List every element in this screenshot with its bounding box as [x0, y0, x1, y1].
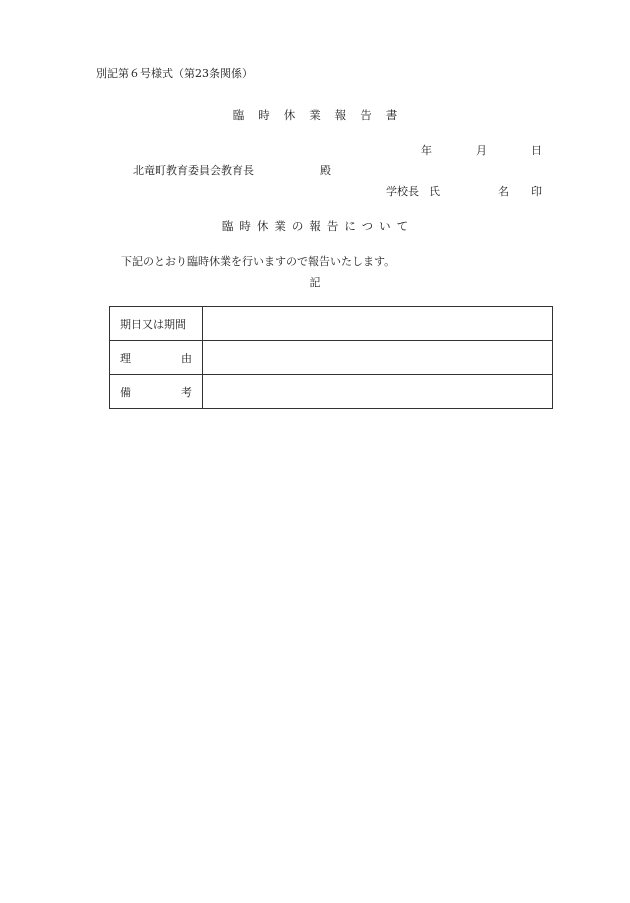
sender-name-label-1: 氏 — [429, 185, 440, 198]
sender-name-label-2: 名 — [498, 185, 509, 198]
subject-line — [0, 221, 630, 233]
row-value-remarks — [203, 375, 553, 409]
date-month-label: 月 — [476, 144, 487, 157]
table-row — [110, 375, 553, 409]
row-value-reason — [203, 341, 553, 375]
row-label-remarks-char-2: 考 — [181, 385, 192, 399]
form-reference: 別記第６号様式（第23条関係） — [96, 67, 253, 80]
date-year-label: 年 — [421, 144, 432, 157]
row-label-remarks-char-1: 備 — [120, 385, 131, 399]
row-value-period — [203, 307, 553, 341]
sender-line — [386, 186, 542, 197]
details-table — [109, 306, 553, 409]
date-day-label: 日 — [531, 144, 542, 157]
document-title-text: 臨時休業報告書 — [232, 108, 412, 122]
row-label-reason-char-1: 理 — [120, 351, 131, 365]
row-label-remarks — [110, 375, 203, 409]
subject-text: 臨時休業の報告について — [221, 219, 415, 233]
document-title — [0, 110, 630, 122]
body-text: 下記のとおり臨時休業を行いますので報告いたします。 — [121, 255, 396, 268]
ki-heading: 記 — [309, 276, 321, 289]
table-row — [110, 307, 553, 341]
row-label-reason — [110, 341, 203, 375]
date-line — [421, 145, 542, 156]
row-label-period: 期日又は期間 — [110, 307, 203, 341]
row-label-reason-char-2: 由 — [181, 351, 192, 365]
addressee: 北竜町教育委員会教育長 — [133, 164, 254, 177]
table-row — [110, 341, 553, 375]
honorific: 殿 — [320, 164, 331, 177]
sender-seal-label: 印 — [531, 185, 542, 198]
sender-title: 学校長 — [386, 185, 419, 198]
